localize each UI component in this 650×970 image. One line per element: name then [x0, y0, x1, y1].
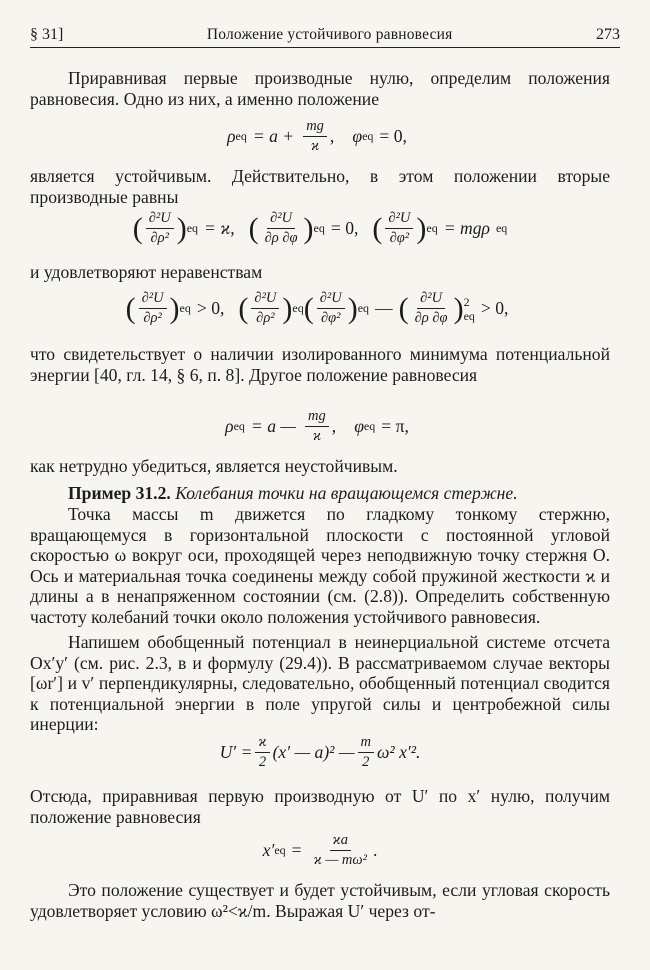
paragraph-equilibrium-intro: Приравнивая первые производные нулю, определим положения равновесия. Одно из них, а именно положение — [30, 68, 610, 109]
eq-subscript: eq — [233, 419, 245, 433]
fraction-numerator: ∂²U — [267, 210, 295, 229]
left-paren: ( — [132, 211, 143, 245]
left-paren: ( — [303, 291, 314, 325]
right-paren: ) — [347, 291, 358, 325]
right-paren: ) — [169, 291, 180, 325]
eq-separator: , — [329, 126, 335, 146]
eq-term: = a + — [252, 126, 295, 146]
eq-subscript: eq — [495, 221, 508, 235]
fraction-denominator: ∂ρ² — [256, 310, 275, 326]
eq-term: U′ = — [219, 742, 253, 762]
eq-symbol: ρ — [227, 126, 236, 146]
eq-symbol: φ — [354, 416, 364, 436]
fraction — [146, 210, 174, 247]
fraction-numerator: m — [358, 734, 374, 753]
paragraph-generalized-potential: Напишем обобщенный потенциал в неинерциальной системе отсчета Ox′y′ (см. рис. 2.3, в и формулу (29.4)). В рассматриваемом случае векторы [ωr′] и v′ перпендикулярны, следовательно, обобщенный потенциал сводится к потенциальной энергии в поле упругой силы и центробежной силы инерции: — [30, 632, 610, 734]
fraction — [317, 290, 345, 327]
eq-subscript: eq — [362, 129, 374, 143]
paragraph-isolated-minimum: что свидетельствует о наличии изолированного минимума потенциальной энергии [40, гл. 14, § 6, п. 8]. Другое положение равновесия — [30, 344, 610, 385]
eq-term: ω² x′². — [376, 742, 421, 762]
fraction-numerator: mg — [303, 118, 327, 137]
eq-term: (x′ — a)² — — [272, 742, 355, 762]
eq-term: — — [375, 298, 393, 318]
eq-separator: , — [331, 416, 337, 436]
equation-equilibrium-x — [30, 832, 610, 869]
eq-symbol: ρ — [225, 416, 234, 436]
eq-subscript: eq — [463, 308, 475, 323]
equation-unstable-equilibrium — [30, 408, 610, 445]
paragraph-derivative-zero: Отсюда, приравнивая первую производную от U′ по x′ нулю, получим положение равновесия — [30, 786, 610, 827]
fraction-numerator: mg — [305, 408, 329, 427]
derivative-term — [249, 210, 365, 247]
fraction-numerator: ∂²U — [251, 290, 279, 309]
section-marker: § 31] — [30, 26, 64, 43]
right-paren: ) — [453, 291, 464, 325]
page-number: 273 — [595, 26, 620, 43]
paragraph-unstable: как нетрудно убедиться, является неустойчивым. — [30, 456, 398, 476]
paragraph-example-statement: Точка массы m движется по гладкому тонкому стержню, вращающемуся в горизонтальной плоскости с постоянной угловой скоростью ω вокруг оси, проходящей через неподвижную точку стержня O. Ось и материальная точка соединены между собой пружиной жесткости ϰ и длины a в ненапряженном состоянии (см. (2.8)). Определить собственную частоту колебаний точки около положения устойчивого равновесия. — [30, 504, 610, 627]
eq-subscript: eq — [179, 301, 191, 315]
eq-subscript: eq — [235, 129, 247, 143]
fraction-denominator: ∂ρ² — [150, 230, 169, 246]
equation-potential — [30, 734, 610, 771]
fraction — [311, 832, 370, 869]
eq-subscript: eq — [292, 301, 304, 315]
eq-term: = a — — [250, 416, 297, 436]
fraction-denominator: ∂ρ ∂φ — [264, 230, 298, 246]
fraction-denominator: ∂φ² — [320, 310, 341, 326]
fraction-numerator: ϰa — [330, 832, 351, 851]
eq-subscript: eq — [313, 221, 325, 235]
equation-stable-equilibrium — [30, 118, 610, 155]
eq-term: . — [372, 840, 378, 860]
eq-superscript: 2 — [463, 294, 470, 309]
derivative-term — [126, 290, 231, 327]
right-paren: ) — [282, 291, 293, 325]
fraction-numerator: ϰ — [255, 734, 269, 753]
fraction-numerator: ∂²U — [146, 210, 174, 229]
derivative-term — [372, 210, 507, 247]
eq-term: > 0, — [196, 298, 225, 318]
eq-term: = mgρ — [443, 218, 490, 238]
running-header — [30, 22, 620, 48]
fraction — [385, 210, 413, 247]
eq-term: > 0, — [480, 298, 509, 318]
fraction-denominator: ϰ — [312, 428, 321, 444]
fraction — [303, 118, 327, 155]
right-paren: ) — [176, 211, 187, 245]
left-paren: ( — [125, 291, 136, 325]
fraction — [358, 734, 374, 771]
sup-sub-stack — [464, 295, 475, 323]
fraction-denominator: ∂φ² — [389, 230, 410, 246]
fraction — [139, 290, 167, 327]
right-paren: ) — [416, 211, 427, 245]
fraction — [412, 290, 451, 327]
right-paren: ) — [303, 211, 314, 245]
eq-term: = 0, — [330, 218, 359, 238]
left-paren: ( — [238, 291, 249, 325]
paragraph-second-derivatives: является устойчивым. Действительно, в этом положении вторые производные равны — [30, 166, 610, 207]
running-title: Положение устойчивого равновесия — [206, 26, 453, 43]
eq-subscript: eq — [426, 221, 438, 235]
fraction-denominator: ϰ — [310, 138, 320, 154]
example-title: Колебания точки на вращающемся стержне. — [175, 483, 518, 503]
example-label: Пример 31.2. — [68, 483, 171, 503]
eq-symbol: x′ — [262, 840, 275, 860]
fraction-denominator: ϰ — mω² — [313, 852, 367, 868]
left-paren: ( — [248, 211, 259, 245]
equation-second-derivatives — [30, 210, 610, 247]
fraction-numerator: ∂²U — [139, 290, 167, 309]
derivative-term — [238, 290, 514, 327]
left-paren: ( — [398, 291, 409, 325]
eq-symbol: φ — [352, 126, 363, 146]
fraction-denominator: ∂ρ ∂φ — [414, 310, 448, 326]
fraction-denominator: 2 — [258, 754, 267, 770]
eq-term: = 0, — [379, 126, 407, 146]
eq-term: = π, — [381, 416, 409, 436]
paragraph-inequalities-intro: и удовлетворяют неравенствам — [30, 262, 263, 282]
example-heading — [30, 483, 610, 504]
eq-subscript: eq — [186, 221, 199, 235]
fraction-numerator: ∂²U — [385, 210, 413, 229]
eq-term: = ϰ, — [204, 218, 235, 238]
eq-subscript: eq — [363, 419, 376, 433]
eq-subscript: eq — [274, 843, 286, 857]
eq-subscript: eq — [357, 301, 370, 315]
fraction-numerator: ∂²U — [317, 290, 345, 309]
eq-term: = — [291, 840, 302, 860]
fraction-denominator: ∂ρ² — [143, 310, 162, 326]
fraction — [305, 408, 329, 445]
fraction-denominator: 2 — [362, 754, 370, 770]
fraction — [255, 734, 269, 771]
equation-inequalities — [30, 290, 610, 327]
left-paren: ( — [372, 211, 383, 245]
fraction-numerator: ∂²U — [417, 290, 445, 309]
paragraph-stability-condition: Это положение существует и будет устойчивым, если угловая скорость удовлетворяет условию ω²<ϰ/m. Выражая U′ через от- — [30, 880, 610, 921]
fraction — [251, 290, 279, 327]
derivative-term — [133, 210, 241, 247]
fraction — [262, 210, 301, 247]
